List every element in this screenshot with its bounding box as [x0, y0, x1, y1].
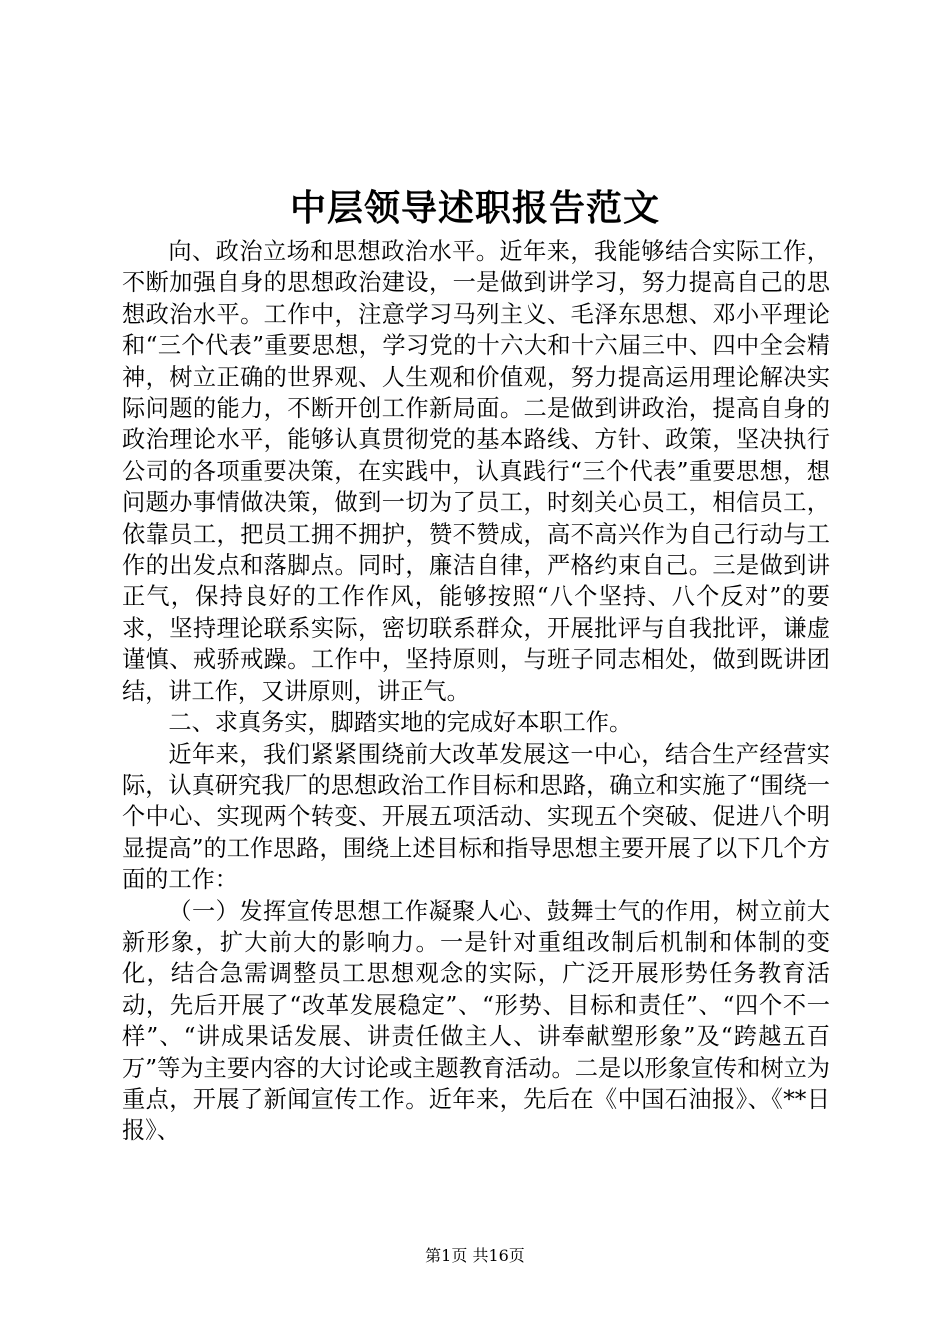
document-body	[122, 236, 830, 1147]
page-footer: 第1页 共16页	[425, 1246, 525, 1265]
paragraph-work-approach: 近年来，我们紧紧围绕前大改革发展这一中心，结合生产经营实际，认真研究我厂的思想政治工作目标和思路，确立和实施了“围绕一个中心、实现两个转变、开展五项活动、实现五个突破、促进八个明显提高”的工作思路，围绕上述目标和指导思想主要开展了以下几个方面的工作：	[122, 740, 830, 894]
paragraph-propaganda-work: （一）发挥宣传思想工作凝聚人心、鼓舞士气的作用，树立前大新形象，扩大前大的影响力。一是针对重组改制后机制和体制的变化，结合急需调整员工思想观念的实际，广泛开展形势任务教育活动，先后开展了“改革发展稳定”、“形势、目标和责任”、“四个不一样”、“讲成果话发展、讲责任做主人、讲奉献塑形象”及“跨越五百万”等为主要内容的大讨论或主题教育活动。二是以形象宣传和树立为重点，开展了新闻宣传工作。近年来，先后在《中国石油报》、《**日报》、	[122, 897, 830, 1145]
document-title: 中层领导述职报告范文	[289, 187, 660, 229]
paragraph-section-two-heading: 二、求真务实，脚踏实地的完成好本职工作。	[168, 709, 633, 737]
paragraph-political-stance: 向、政治立场和思想政治水平。近年来，我能够结合实际工作，不断加强自身的思想政治建设，一是做到讲学习，努力提高自己的思想政治水平。工作中，注意学习马列主义、毛泽东思想、邓小平理论和“三个代表”重要思想，学习党的十六大和十六届三中、四中全会精神，树立正确的世界观、人生观和价值观，努力提高运用理论解决实际问题的能力，不断开创工作新局面。二是做到讲政治，提高自身的政治理论水平，能够认真贯彻党的基本路线、方针、政策，坚决执行公司的各项重要决策，在实践中，认真践行“三个代表”重要思想，想问题办事情做决策，做到一切为了员工，时刻关心员工，相信员工，依靠员工，把员工拥不拥护，赞不赞成，高不高兴作为自己行动与工作的出发点和落脚点。同时，廉洁自律，严格约束自己。三是做到讲正气，保持良好的工作作风，能够按照“八个坚持、八个反对”的要求，坚持理论联系实际，密切联系群众，开展批评与自我批评，谦虚谨慎、戒骄戒躁。工作中，坚持原则，与班子同志相处，做到既讲团结，讲工作，又讲原则，讲正气。	[122, 238, 830, 705]
